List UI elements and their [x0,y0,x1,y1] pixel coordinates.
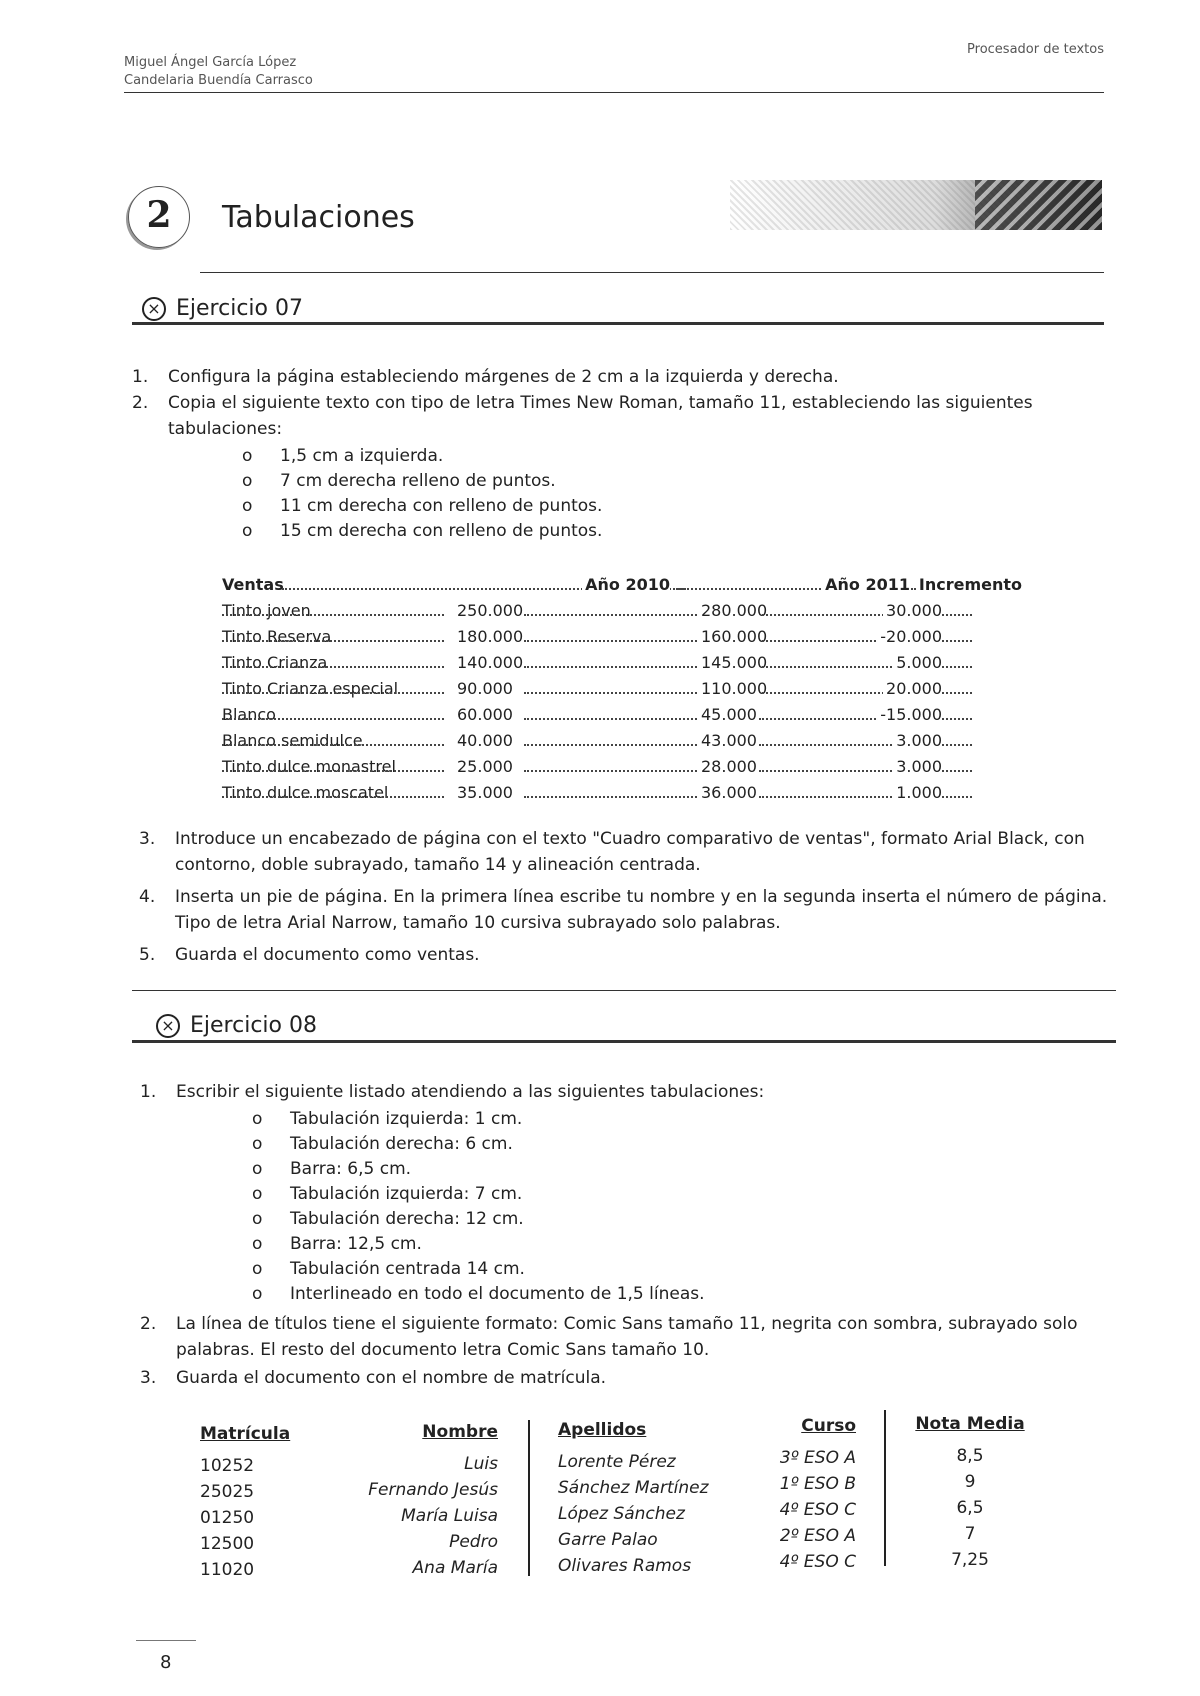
list-item: o 1,5 cm a izquierda. [242,444,1104,469]
matricula-cell: 01250 [200,1508,255,1528]
exercise-08-heading [156,1013,317,1038]
header-cell: Matrícula [200,1424,291,1444]
product-cell: Tinto joven [222,598,314,624]
value-cell: 36.000 [698,780,757,806]
product-cell: Tinto Crianza especial [222,676,401,702]
increment-cell: 3.000 [893,754,942,780]
increment-cell: 1.000 [893,780,942,806]
surname-cell: Olivares Ramos [558,1556,692,1576]
increment-cell: 20.000 [883,676,942,702]
table-row [222,702,1022,728]
step-text: Guarda el documento como ventas. [175,945,480,965]
matricula-cell: 12500 [200,1534,255,1554]
author-block [124,54,313,90]
value-cell: 110.000 [698,676,767,702]
header-cell: Año 2010 [582,572,670,598]
list-item: 5. Guarda el documento como ventas. [139,945,480,965]
list-item: o Interlineado en todo el documento de 1,5 líneas. [252,1282,1116,1307]
value-cell: 60.000 [454,702,513,728]
header-rule [124,92,1104,93]
tab-list [242,444,1104,544]
value-cell: 45.000 [698,702,757,728]
grade-cell: 9 [964,1472,976,1492]
header-cell: Nota Media [915,1414,1025,1434]
grade-cell: 7,25 [951,1550,989,1570]
product-cell: Tinto dulce moscatel [222,780,391,806]
tab-bar-divider [528,1420,530,1576]
step-text: Guarda el documento con el nombre de matrícula. [176,1368,607,1388]
table-row [222,754,1022,780]
exercise-rule [132,990,1116,991]
header-cell: Apellidos [558,1420,647,1440]
step-text: Inserta un pie de página. En la primera línea escribe tu nombre y en la segunda inserta el número de página. Tipo de letra Arial Narrow, tamaño 10 cursiva subrayado solo palabras. [175,887,1108,933]
increment-cell: 30.000 [883,598,942,624]
course-cell: 4º ESO C [779,1552,856,1572]
grade-cell: 6,5 [956,1498,984,1518]
grade-cell: 7 [964,1524,976,1544]
list-item: o 15 cm derecha con relleno de puntos. [242,519,1104,544]
course-cell: 4º ESO C [779,1500,856,1520]
product-cell: Tinto Crianza [222,650,330,676]
tab-bar-divider [884,1410,886,1566]
list-item: o Barra: 6,5 cm. [252,1157,1116,1182]
course-cell: 2º ESO A [779,1526,856,1546]
table-row [222,728,1022,754]
list-item: 4. Inserta un pie de página. En la primera línea escribe tu nombre y en la segunda inserta el número de página. Tipo de letra Arial Narrow, tamaño 10 cursiva subrayado solo palabras. [139,887,1108,933]
exercise-07-title: Ejercicio 07 [176,296,303,321]
list-item: 1. Configura la página estableciendo márgenes de 2 cm a la izquierda y derecha. [132,367,839,387]
subject-label: Procesador de textos [967,42,1104,57]
chapter-title: Tabulaciones [222,200,415,235]
value-cell: 140.000 [454,650,523,676]
exercise-08-steps [140,1079,1116,1391]
table-row [222,676,1022,702]
footer-rule [136,1640,196,1641]
product-cell: Tinto Reserva [222,624,334,650]
surname-cell: Garre Palao [558,1530,658,1550]
header-cell: Curso [801,1416,856,1436]
value-cell: 180.000 [454,624,523,650]
increment-cell: -20.000 [877,624,942,650]
name-cell: Pedro [449,1532,498,1552]
step-text: Introduce un encabezado de página con el texto "Cuadro comparativo de ventas", formato Arial Black, con contorno, doble subrayado, tamaño 14 y alineación centrada. [175,829,1085,875]
surname-cell: Lorente Pérez [558,1452,676,1472]
product-cell: Tinto dulce monastrel [222,754,399,780]
matricula-cell: 11020 [200,1560,255,1580]
list-item: o Tabulación derecha: 12 cm. [252,1207,1116,1232]
header-cell: Año 2011 [822,572,910,598]
increment-cell: 3.000 [893,728,942,754]
surname-cell: Sánchez Martínez [558,1478,709,1498]
exercise-07-heading [142,296,303,321]
sales-table [222,572,1022,806]
name-cell: Ana María [412,1558,498,1578]
table-header-row [222,572,1022,598]
tab-list [252,1107,1116,1307]
chapter-rule [200,272,1104,273]
increment-cell: 5.000 [893,650,942,676]
matricula-cell: 10252 [200,1456,255,1476]
page-number: 8 [160,1652,172,1673]
exercise-08-title: Ejercicio 08 [190,1013,317,1038]
header-cell: Nombre [422,1422,498,1442]
decorative-pattern [975,180,1102,230]
matricula-cell: 25025 [200,1482,255,1502]
step-text: Copia el siguiente texto con tipo de letra Times New Roman, tamaño 11, estableciendo las siguientes tabulaciones: [168,393,1033,439]
author-name: Miguel Ángel García López [124,55,297,70]
sales-rows [222,598,1022,806]
list-item: 1. Escribir el siguiente listado atendiendo a las siguientes tabulaciones: [140,1082,765,1102]
course-cell: 3º ESO A [779,1448,856,1468]
value-cell: 35.000 [454,780,513,806]
value-cell: 28.000 [698,754,757,780]
surname-cell: López Sánchez [558,1504,685,1524]
table-row [222,598,1022,624]
name-cell: Fernando Jesús [368,1480,498,1500]
product-cell: Blanco semidulce [222,728,366,754]
list-item: o Tabulación izquierda: 1 cm. [252,1107,1116,1132]
name-cell: María Luisa [401,1506,498,1526]
exercise-rule [132,1040,1116,1043]
value-cell: 25.000 [454,754,513,780]
table-row [222,780,1022,806]
step-text: Escribir el siguiente listado atendiendo a las siguientes tabulaciones: [176,1082,765,1102]
table-row [222,624,1022,650]
value-cell: 145.000 [698,650,767,676]
value-cell: 40.000 [454,728,513,754]
step-text: La línea de títulos tiene el siguiente formato: Comic Sans tamaño 11, negrita con sombra, subrayado solo palabras. El resto del documento letra Comic Sans tamaño 10. [176,1314,1078,1360]
list-item: 2. La línea de títulos tiene el siguiente formato: Comic Sans tamaño 11, negrita con sombra, subrayado solo palabras. El resto del documento letra Comic Sans tamaño 10. [140,1314,1078,1360]
circled-x-icon: × [142,297,166,321]
value-cell: 280.000 [698,598,767,624]
increment-cell: -15.000 [877,702,942,728]
header-cell: Incremento [916,572,1022,598]
table-row [222,650,1022,676]
name-cell: Luis [464,1454,498,1474]
value-cell: 43.000 [698,728,757,754]
list-item: o Tabulación izquierda: 7 cm. [252,1182,1116,1207]
list-item: 2. Copia el siguiente texto con tipo de letra Times New Roman, tamaño 11, estableciendo las siguientes tabulaciones: [132,393,1033,439]
exercise-07-steps [132,364,1104,544]
list-item: o Barra: 12,5 cm. [252,1232,1116,1257]
header-cell: Ventas [222,575,284,594]
grade-cell: 8,5 [956,1446,984,1466]
exercise-07-more-steps [139,826,1115,968]
list-item: o 11 cm derecha con relleno de puntos. [242,494,1104,519]
list-item: o Tabulación derecha: 6 cm. [252,1132,1116,1157]
chapter-number: 2 [146,194,172,236]
student-table [200,1414,1040,1580]
list-item: 3. Guarda el documento con el nombre de matrícula. [140,1368,607,1388]
value-cell: 250.000 [454,598,523,624]
list-item: o Tabulación centrada 14 cm. [252,1257,1116,1282]
circled-x-icon: × [156,1014,180,1038]
product-cell: Blanco [222,702,279,728]
course-cell: 1º ESO B [779,1474,856,1494]
list-item: 3. Introduce un encabezado de página con el texto "Cuadro comparativo de ventas", formato Arial Black, con contorno, doble subrayado, tamaño 14 y alineación centrada. [139,829,1085,875]
value-cell: 160.000 [698,624,767,650]
author-name: Candelaria Buendía Carrasco [124,73,313,88]
list-item: o 7 cm derecha relleno de puntos. [242,469,1104,494]
exercise-rule [132,322,1104,325]
step-text: Configura la página estableciendo márgenes de 2 cm a la izquierda y derecha. [168,367,839,387]
value-cell: 90.000 [454,676,513,702]
